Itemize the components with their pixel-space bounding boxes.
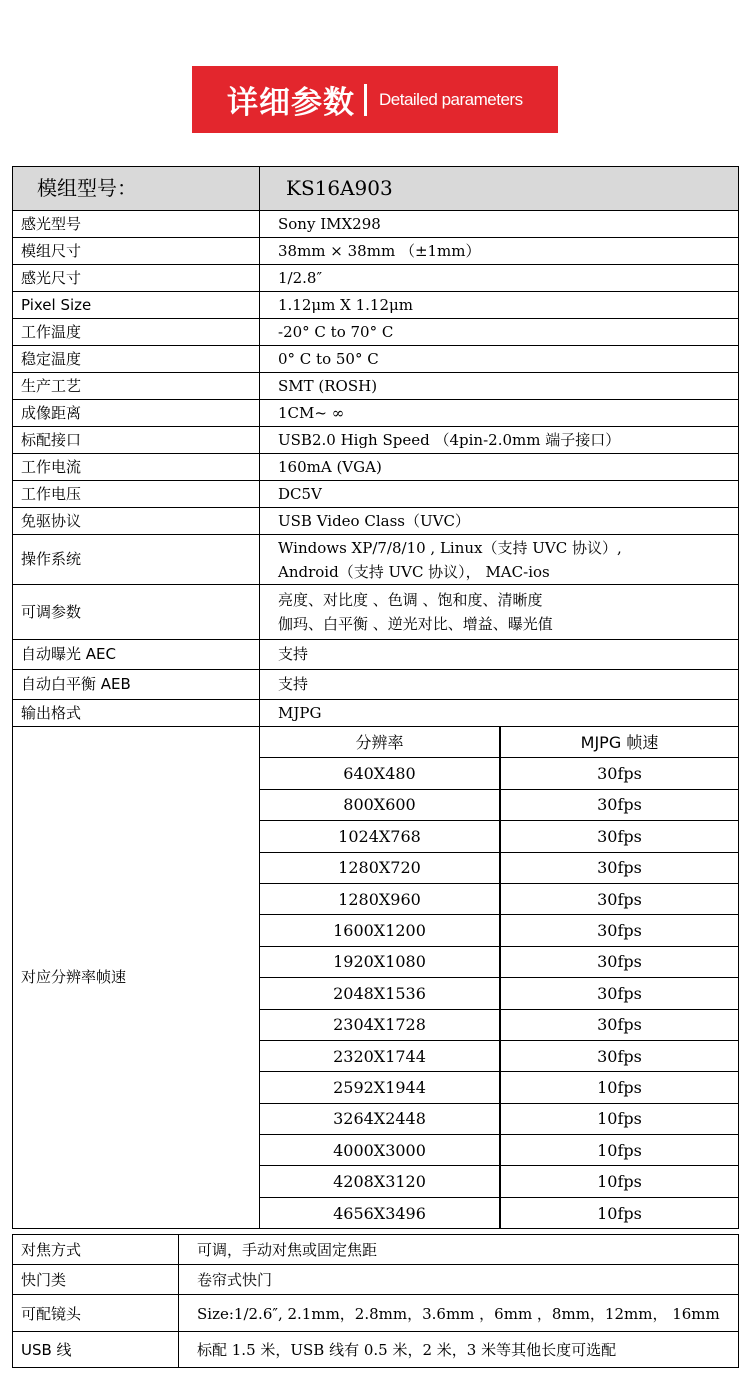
spec-label: 模组尺寸 xyxy=(13,238,260,265)
spec-value: 160mA (VGA) xyxy=(260,454,739,481)
resolution-value: 2048X1536 xyxy=(260,978,500,1009)
bottom-label: 快门类 xyxy=(13,1265,179,1295)
adjust-line-1: 亮度、对比度 、色调 、饱和度、清晰度 xyxy=(278,591,543,609)
bottom-value: 卷帘式快门 xyxy=(179,1265,739,1295)
spec-row xyxy=(13,373,739,400)
fps-value: 30fps xyxy=(500,883,738,914)
spec-row xyxy=(13,427,739,454)
resolution-data-row xyxy=(260,915,738,946)
spec-value: MJPG xyxy=(260,700,739,727)
spec-value: 38mm × 38mm （±1mm） xyxy=(260,238,739,265)
fps-value: 30fps xyxy=(500,946,738,977)
resolution-label: 对应分辨率帧速 xyxy=(13,727,260,1229)
resolution-value: 1600X1200 xyxy=(260,915,500,946)
bottom-label: 对焦方式 xyxy=(13,1235,179,1265)
resolution-value: 1920X1080 xyxy=(260,946,500,977)
resolution-header-row xyxy=(260,727,738,758)
bottom-value: 标配 1.5 米，USB 线有 0.5 米，2 米，3 米等其他长度可选配 xyxy=(179,1332,739,1368)
resolution-value: 3264X2448 xyxy=(260,1103,500,1134)
bottom-value: 可调，手动对焦或固定焦距 xyxy=(179,1235,739,1265)
resolution-value: 4208X3120 xyxy=(260,1166,500,1197)
resolution-data-row xyxy=(260,789,738,820)
spec-label: 工作电流 xyxy=(13,454,260,481)
resolution-data-row xyxy=(260,1166,738,1197)
spec-row xyxy=(13,454,739,481)
bottom-table xyxy=(12,1234,739,1368)
fps-column-header: MJPG 帧速 xyxy=(500,727,738,758)
bottom-label: 可配镜头 xyxy=(13,1295,179,1332)
spec-row xyxy=(13,211,739,238)
resolution-value: 2320X1744 xyxy=(260,1040,500,1071)
spec-row xyxy=(13,400,739,427)
spec-label: 生产工艺 xyxy=(13,373,260,400)
spec-value: SMT (ROSH) xyxy=(260,373,739,400)
spec-label: 成像距离 xyxy=(13,400,260,427)
resolution-data-row xyxy=(260,1135,738,1166)
spec-value: USB Video Class（UVC） xyxy=(260,508,739,535)
fps-value: 30fps xyxy=(500,821,738,852)
resolution-data-row xyxy=(260,758,738,789)
resolution-value: 1280X720 xyxy=(260,852,500,883)
spec-label: 感光尺寸 xyxy=(13,265,260,292)
resolution-data-row xyxy=(260,1040,738,1071)
model-label: 模组型号： xyxy=(13,167,260,211)
spec-value: 支持 xyxy=(260,670,739,700)
resolution-value: 1280X960 xyxy=(260,883,500,914)
spec-label: 标配接口 xyxy=(13,427,260,454)
model-value: KS16A903 xyxy=(260,167,739,211)
resolution-value: 4000X3000 xyxy=(260,1135,500,1166)
spec-label: 稳定温度 xyxy=(13,346,260,373)
spec-row xyxy=(13,238,739,265)
spec-row xyxy=(13,319,739,346)
resolution-value: 1024X768 xyxy=(260,821,500,852)
fps-value: 30fps xyxy=(500,915,738,946)
adjust-value xyxy=(260,585,739,640)
spec-value: 1.12μm X 1.12μm xyxy=(260,292,739,319)
spec-row xyxy=(13,670,739,700)
resolution-row xyxy=(13,727,739,1229)
spec-value: Sony IMX298 xyxy=(260,211,739,238)
fps-value: 10fps xyxy=(500,1166,738,1197)
resolution-table xyxy=(260,727,738,1228)
banner-divider xyxy=(364,84,367,116)
spec-table xyxy=(12,166,739,1229)
fps-value: 10fps xyxy=(500,1072,738,1103)
spec-label: 免驱协议 xyxy=(13,508,260,535)
spec-value: 1CM~ ∞ xyxy=(260,400,739,427)
bottom-row xyxy=(13,1295,739,1332)
spec-label: 输出格式 xyxy=(13,700,260,727)
spec-value: 支持 xyxy=(260,640,739,670)
resolution-data-row xyxy=(260,821,738,852)
resolution-value: 640X480 xyxy=(260,758,500,789)
os-row xyxy=(13,535,739,585)
spec-row xyxy=(13,508,739,535)
resolution-value: 4656X3496 xyxy=(260,1197,500,1228)
banner-title-en: Detailed parameters xyxy=(379,89,523,109)
fps-value: 10fps xyxy=(500,1135,738,1166)
spec-label: Pixel Size xyxy=(13,292,260,319)
spec-header-row xyxy=(13,167,739,211)
fps-value: 10fps xyxy=(597,1203,642,1223)
os-line-2: Android（支持 UVC 协议）， MAC-ios xyxy=(278,562,550,581)
resolution-value: 800X600 xyxy=(260,789,500,820)
spec-value: USB2.0 High Speed （4pin-2.0mm 端子接口） xyxy=(260,427,739,454)
spec-value: 1/2.8″ xyxy=(260,265,739,292)
os-value xyxy=(260,535,739,585)
resolution-data-row xyxy=(260,1197,738,1228)
spec-row xyxy=(13,640,739,670)
spec-row xyxy=(13,346,739,373)
resolution-data-row xyxy=(260,946,738,977)
fps-value: 10fps xyxy=(500,1103,738,1134)
resolution-column-header: 分辨率 xyxy=(260,727,500,758)
os-label: 操作系统 xyxy=(13,535,260,585)
adjust-row xyxy=(13,585,739,640)
resolution-data-row xyxy=(260,1009,738,1040)
fps-value: 30fps xyxy=(500,1040,738,1071)
resolution-data-row xyxy=(260,883,738,914)
bottom-value: Size:1/2.6″, 2.1mm，2.8mm，3.6mm ，6mm ，8mm，12mm， 16mm xyxy=(179,1295,739,1332)
os-line-1: Windows XP/7/8/10 , Linux（支持 UVC 协议）, xyxy=(278,538,622,557)
spec-row xyxy=(13,481,739,508)
resolution-data-row xyxy=(260,852,738,883)
spec-row xyxy=(13,265,739,292)
spec-row xyxy=(13,292,739,319)
spec-row xyxy=(13,700,739,727)
bottom-row xyxy=(13,1265,739,1295)
spec-value: 0° C to 50° C xyxy=(260,346,739,373)
resolution-value: 2592X1944 xyxy=(260,1072,500,1103)
spec-value: -20° C to 70° C xyxy=(260,319,739,346)
fps-value: 30fps xyxy=(500,978,738,1009)
spec-label: 自动曝光 AEC xyxy=(13,640,260,670)
spec-label: 感光型号 xyxy=(13,211,260,238)
fps-value: 30fps xyxy=(500,758,738,789)
spec-label: 自动白平衡 AEB xyxy=(13,670,260,700)
resolution-cell xyxy=(260,727,739,1229)
resolution-data-row xyxy=(260,1072,738,1103)
fps-value: 30fps xyxy=(500,852,738,883)
section-banner xyxy=(192,66,558,133)
bottom-row xyxy=(13,1235,739,1265)
banner-title-cn: 详细参数 xyxy=(227,85,355,121)
resolution-value: 2304X1728 xyxy=(260,1009,500,1040)
resolution-data-row xyxy=(260,978,738,1009)
resolution-data-row xyxy=(260,1103,738,1134)
spec-label: 工作温度 xyxy=(13,319,260,346)
bottom-row xyxy=(13,1332,739,1368)
fps-value: 30fps xyxy=(500,789,738,820)
spec-label: 工作电压 xyxy=(13,481,260,508)
bottom-label: USB 线 xyxy=(13,1332,179,1368)
fps-value: 30fps xyxy=(500,1009,738,1040)
adjust-line-2: 伽玛、白平衡 、逆光对比、增益、曝光值 xyxy=(278,615,553,633)
adjust-label: 可调参数 xyxy=(13,585,260,640)
spec-value: DC5V xyxy=(260,481,739,508)
